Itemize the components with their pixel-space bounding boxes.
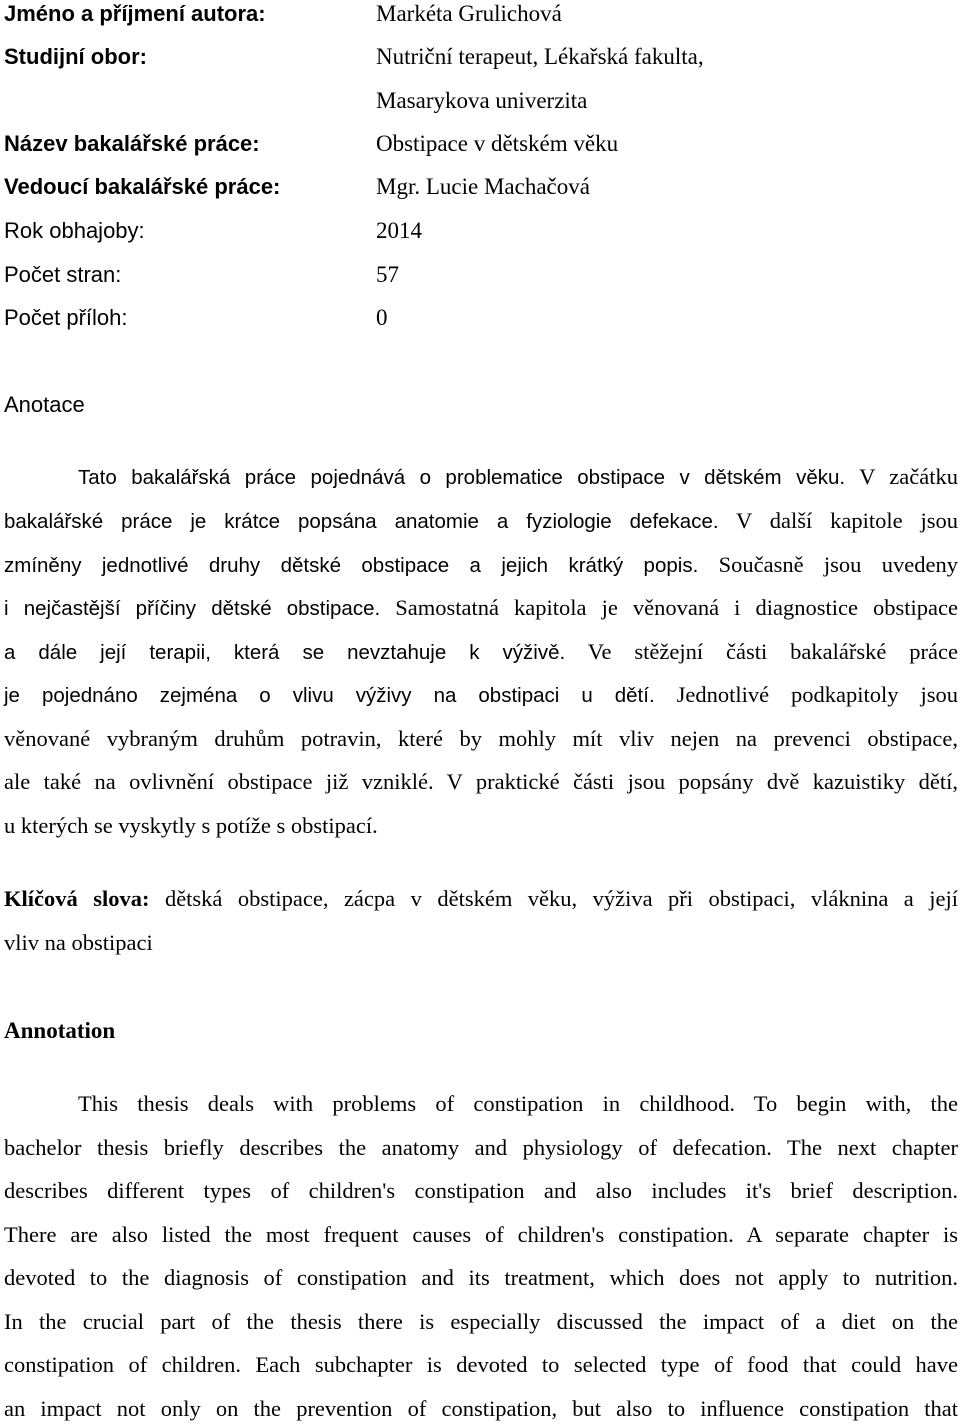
keywords-label: Klíčová slova: [4, 886, 150, 911]
annotation-line: There are also listed the most frequent causes of children's constipation. A separate chapter is [4, 1222, 958, 1247]
meta-value: Masarykova univerzita [376, 88, 588, 113]
keywords-line: vliv na obstipaci [4, 930, 153, 955]
anotace-line: věnované vybraným druhům potravin, které by mohly mít vliv nejen na prevenci obstipace, [4, 726, 958, 751]
meta-value: 57 [376, 262, 399, 287]
anotace-line: u kterých se vyskytly s potíže s obstipací. [4, 813, 378, 838]
annotation-line: describes different types of children's constipation and also includes it's brief description. [4, 1178, 958, 1203]
annotation-line: an impact not only on the prevention of constipation, but also to influence constipation that [4, 1396, 958, 1421]
anotace-line: i nejčastější příčiny dětské obstipace. Samostatná kapitola je věnovaná i diagnostice obstipace [4, 595, 958, 620]
meta-value: Markéta Grulichová [376, 1, 562, 26]
meta-label: Rok obhajoby: [4, 218, 145, 243]
meta-label: Vedoucí bakalářské práce: [4, 174, 281, 199]
meta-value: 0 [376, 305, 388, 330]
annotation-line: devoted to the diagnosis of constipation and its treatment, which does not apply to nutrition. [4, 1265, 958, 1290]
meta-label: Jméno a příjmení autora: [4, 1, 266, 26]
anotace-line: zmíněny jednotlivé druhy dětské obstipace a jejich krátký popis. Současně jsou uvedeny [4, 552, 958, 577]
anotace-line: je pojednáno zejména o vlivu výživy na obstipaci u dětí. Jednotlivé podkapitoly jsou [4, 682, 959, 707]
anotace-line: bakalářské práce je krátce popsána anatomie a fyziologie defekace. V další kapitole jsou [4, 508, 958, 533]
meta-label: Počet příloh: [4, 305, 128, 330]
keywords-text: dětská obstipace, zácpa v dětském věku, výživa při obstipaci, vláknina a její [149, 886, 958, 911]
annotation-line: This thesis deals with problems of constipation in childhood. To begin with, the [78, 1091, 958, 1116]
keywords-line [4, 885, 958, 913]
meta-value: Nutriční terapeut, Lékařská fakulta, [376, 44, 704, 69]
annotation-line: constipation of children. Each subchapter is devoted to selected type of food that could have [4, 1352, 958, 1377]
anotace-line: a dále její terapii, která se nevztahuje k výživě. Ve stěžejní části bakalářské práce [4, 639, 958, 664]
meta-label: Počet stran: [4, 262, 122, 287]
meta-value: Mgr. Lucie Machačová [376, 174, 590, 199]
meta-value: Obstipace v dětském věku [376, 131, 619, 156]
meta-label: Studijní obor: [4, 44, 147, 69]
annotation-line: In the crucial part of the thesis there is especially discussed the impact of a diet on the [4, 1309, 958, 1334]
annotation-line: bachelor thesis briefly describes the anatomy and physiology of defecation. The next chapter [4, 1135, 958, 1160]
anotace-line: ale také na ovlivnění obstipace již vzniklé. V praktické části jsou popsány dvě kazuistiky dětí, [4, 769, 959, 794]
meta-value: 2014 [376, 218, 422, 243]
anotace-line: Tato bakalářská práce pojednává o problematice obstipace v dětském věku. V začátku [78, 464, 958, 489]
meta-label: Název bakalářské práce: [4, 131, 260, 156]
annotation-heading: Annotation [4, 1018, 116, 1043]
anotace-heading: Anotace [4, 392, 85, 417]
